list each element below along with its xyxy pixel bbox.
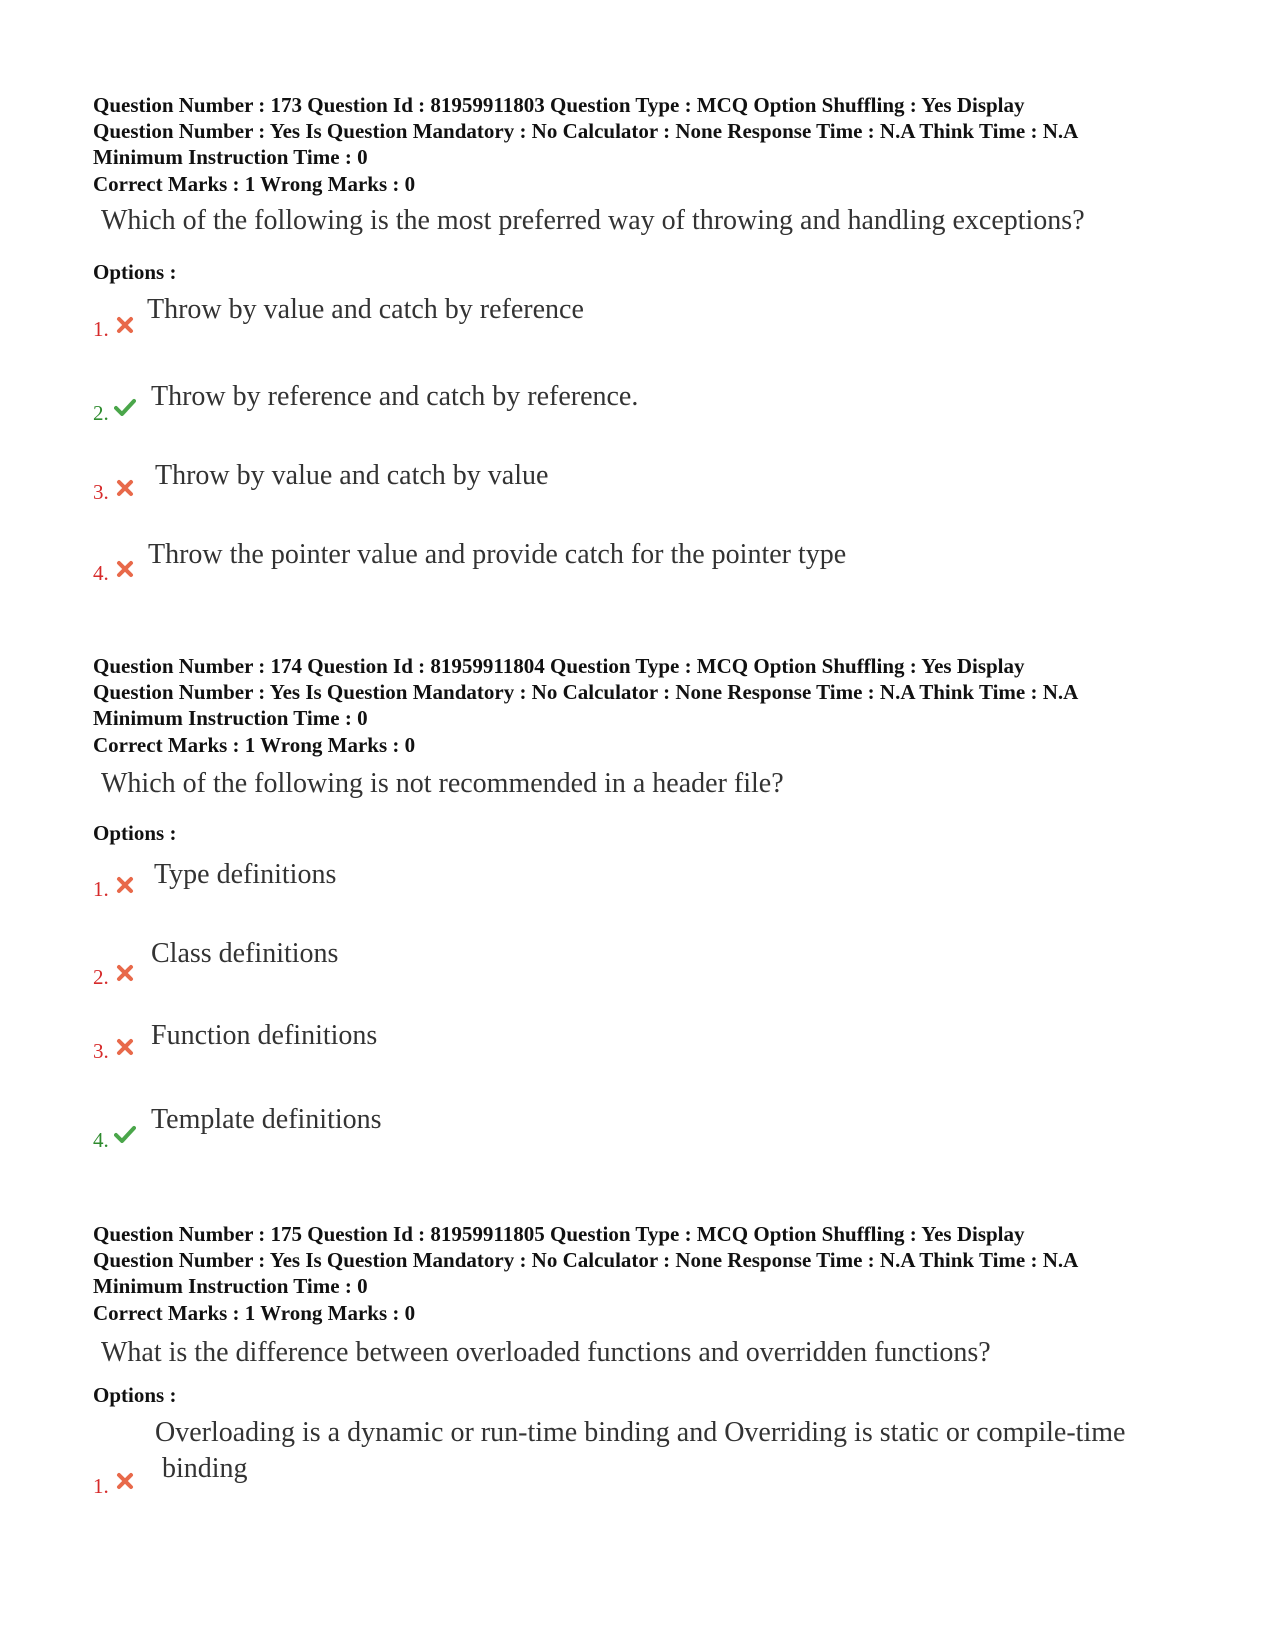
meta-line: Question Number : 173 Question Id : 81959911803 Question Type : MCQ Option Shuffling : Yes Display [93, 93, 1025, 117]
option-number: 4. [93, 1128, 109, 1152]
question-text: Which of the following is the most preferred way of throwing and handling exceptions? [101, 205, 1085, 236]
option-text-line2: binding [162, 1453, 248, 1484]
cross-icon [116, 964, 134, 982]
cross-icon [116, 479, 134, 497]
meta-line: Question Number : Yes Is Question Mandatory : No Calculator : None Response Time : N.A Think Time : N.A [93, 680, 1079, 704]
option-text: Throw by reference and catch by reference. [151, 381, 639, 412]
option-text: Function definitions [151, 1020, 378, 1051]
option-number: 3. [93, 1039, 109, 1063]
question-text: What is the difference between overloaded functions and overridden functions? [101, 1337, 991, 1368]
option-number: 4. [93, 561, 109, 585]
question-text: Which of the following is not recommended in a header file? [101, 768, 784, 799]
meta-line: Question Number : Yes Is Question Mandatory : No Calculator : None Response Time : N.A Think Time : N.A [93, 119, 1079, 143]
question-meta [93, 1221, 1203, 1299]
cross-icon [116, 1038, 134, 1056]
option-number: 2. [93, 401, 109, 425]
option-text: Throw the pointer value and provide catch for the pointer type [148, 539, 847, 570]
marks-line: Correct Marks : 1 Wrong Marks : 0 [93, 172, 416, 196]
option-number: 1. [93, 1474, 109, 1498]
option-number: 3. [93, 480, 109, 504]
question-meta [93, 653, 1203, 731]
options-label: Options : [93, 260, 177, 284]
cross-icon [116, 876, 134, 894]
meta-line: Question Number : 175 Question Id : 81959911805 Question Type : MCQ Option Shuffling : Yes Display [93, 1222, 1025, 1246]
check-icon [114, 398, 136, 416]
option-text: Type definitions [154, 859, 337, 890]
option-number: 1. [93, 317, 109, 341]
question-meta [93, 92, 1203, 170]
check-icon [114, 1125, 136, 1143]
cross-icon [116, 1472, 134, 1490]
meta-line: Question Number : Yes Is Question Mandatory : No Calculator : None Response Time : N.A Think Time : N.A [93, 1248, 1079, 1272]
option-number: 2. [93, 965, 109, 989]
meta-line: Question Number : 174 Question Id : 81959911804 Question Type : MCQ Option Shuffling : Yes Display [93, 654, 1025, 678]
option-text: Overloading is a dynamic or run-time binding and Overriding is static or compile-time [155, 1417, 1126, 1448]
option-text: Throw by value and catch by reference [147, 294, 584, 325]
options-label: Options : [93, 821, 177, 845]
option-number: 1. [93, 877, 109, 901]
option-text: Class definitions [151, 938, 339, 969]
cross-icon [116, 316, 134, 334]
option-text: Template definitions [151, 1104, 382, 1135]
meta-line: Minimum Instruction Time : 0 [93, 145, 368, 169]
option-text: Throw by value and catch by value [155, 460, 549, 491]
meta-line: Minimum Instruction Time : 0 [93, 1274, 368, 1298]
cross-icon [116, 560, 134, 578]
options-label: Options : [93, 1383, 177, 1407]
marks-line: Correct Marks : 1 Wrong Marks : 0 [93, 733, 416, 757]
marks-line: Correct Marks : 1 Wrong Marks : 0 [93, 1301, 416, 1325]
meta-line: Minimum Instruction Time : 0 [93, 706, 368, 730]
